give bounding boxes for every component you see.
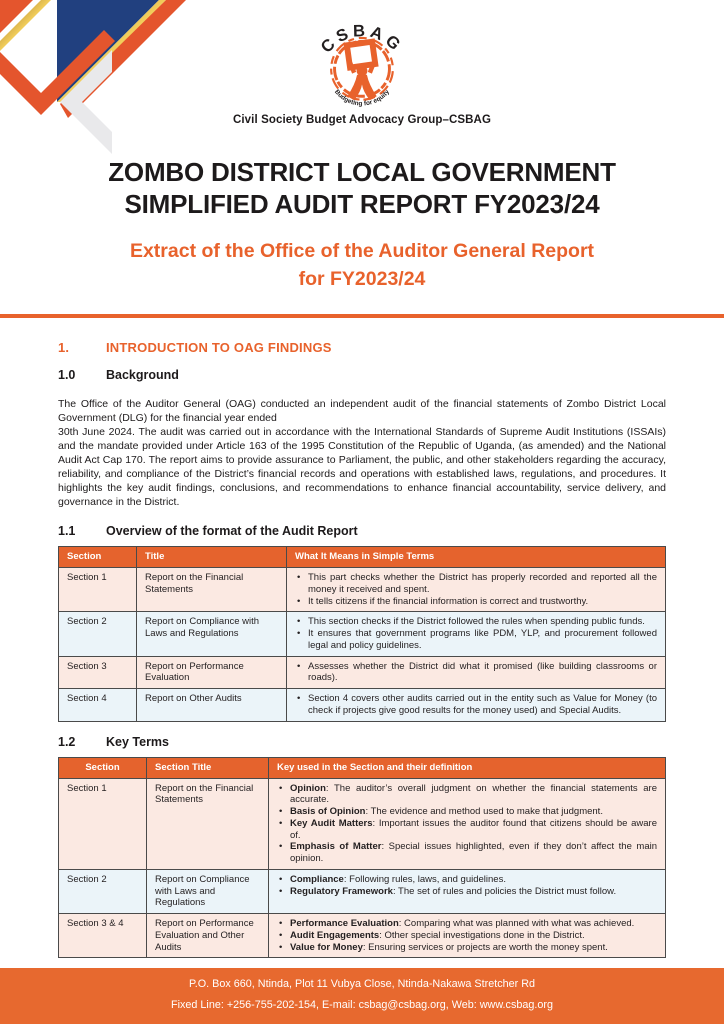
section-heading-intro [58, 340, 666, 355]
overview-table [58, 546, 666, 721]
cell-details [269, 778, 666, 869]
page-title-line2: SIMPLIFIED AUDIT REPORT FY2023/24 [124, 189, 600, 220]
section-title: INTRODUCTION TO OAG FINDINGS [106, 339, 332, 355]
bullet-item: • Opinion: The auditor’s overall judgment on whether the financial statements are accurate. [277, 783, 657, 807]
bullet-item: • It ensures that government programs like PDM, YLP, and procurement followed legal and policy guidelines. [295, 628, 657, 652]
org-name: Civil Society Budget Advocacy Group–CSBAG [232, 114, 491, 126]
section-heading-overview [58, 524, 666, 538]
cell-section: Section 3 [59, 656, 137, 689]
logo-tagline: Budgeting for equity [332, 88, 392, 108]
column-header-section-title: Section Title [147, 757, 269, 778]
section-title: Background [106, 367, 179, 382]
table-row [59, 778, 666, 869]
section-title: Key Terms [106, 734, 169, 749]
background-paragraph-part2: 30th June 2024. The audit was carried out in accordance with the International Standards of Supreme Audit Institutions (ISSAIs) and the mandate provided under Article 163 of the 1995 Constitution of the Republic of Uganda, (as amended) and the National Audit Act Cap 170. The report aims to provide assurance to Parliament, the public, and other stakeholders regarding the accuracy, reliability, and compliance of the District’s financial records and operations with established laws, regulations, and procedures. It highlights the key audit findings, conclusions, and recommendations to enhance financial accountability, service delivery, and governance in the District. [58, 425, 666, 509]
table-row [59, 612, 666, 656]
bullet-list [277, 918, 657, 953]
cell-details [287, 656, 666, 689]
section-heading-background [58, 368, 666, 382]
bullet-item: • Basis of Opinion: The evidence and method used to make that judgment. [277, 806, 657, 818]
background-paragraph [58, 397, 666, 510]
bullet-item: • This part checks whether the District has properly recorded and reported all the money it received and spent. [295, 572, 657, 596]
table-header-row [59, 757, 666, 778]
table-row [59, 869, 666, 913]
bullet-item: • It tells citizens if the financial information is correct and trustworthy. [295, 596, 657, 608]
bullet-list [295, 616, 657, 651]
cell-section: Section 2 [59, 869, 147, 913]
section-number: 1.1 [58, 524, 76, 539]
cell-section: Section 2 [59, 612, 137, 656]
section-heading-key-terms [58, 735, 666, 749]
cell-section: Section 1 [59, 778, 147, 869]
bullet-item: • Emphasis of Matter: Special issues highlighted, even if they don’t affect the main opinion. [277, 841, 657, 865]
bullet-item: • Assesses whether the District did what it promised (like building classrooms or roads). [295, 661, 657, 685]
bullet-item: • Value for Money: Ensuring services or projects are worth the money spent. [277, 942, 657, 954]
bullet-item: • Compliance: Following rules, laws, and guidelines. [277, 874, 657, 886]
bullet-list [277, 874, 657, 898]
cell-title: Report on the Financial Statements [137, 568, 287, 612]
section-number: 1. [58, 339, 70, 355]
table-row [59, 914, 666, 958]
cell-details [287, 612, 666, 656]
footer [0, 968, 724, 1024]
cell-section: Section 4 [59, 689, 137, 722]
table-row [59, 656, 666, 689]
page-subtitle-line1: Extract of the Office of the Auditor General Report [129, 240, 595, 263]
cell-title: Report on Performance Evaluation and Other Audits [147, 914, 269, 958]
content [0, 340, 724, 959]
column-header-title: Title [137, 547, 287, 568]
page-title-line1: ZOMBO DISTRICT LOCAL GOVERNMENT [108, 157, 616, 187]
footer-address: P.O. Box 660, Ntinda, Plot 11 Vubya Close, Ntinda-Nakawa Stretcher Rd [188, 978, 536, 990]
column-header-meaning: What It Means in Simple Terms [287, 547, 666, 568]
cell-title: Report on Compliance with Laws and Regulations [147, 869, 269, 913]
header [0, 0, 724, 126]
cell-title: Report on Other Audits [137, 689, 287, 722]
footer-contacts: Fixed Line: +256-755-202-154, E-mail: csbag@csbag.org, Web: www.csbag.org [171, 999, 553, 1011]
bullet-list [277, 783, 657, 865]
cell-title: Report on Compliance with Laws and Regulations [137, 612, 287, 656]
cell-details [287, 568, 666, 612]
bullet-item: • Key Audit Matters: Important issues the auditor found that citizens should be aware of. [277, 818, 657, 842]
table-row [59, 689, 666, 722]
divider-rule [0, 314, 724, 318]
bullet-list [295, 693, 657, 717]
table-row [59, 568, 666, 612]
bullet-item: • This section checks if the District followed the rules when spending public funds. [295, 616, 657, 628]
page-subtitle [0, 238, 724, 293]
section-title: Overview of the format of the Audit Report [106, 524, 358, 539]
cell-details [269, 914, 666, 958]
cell-details [269, 869, 666, 913]
bullet-list [295, 661, 657, 685]
background-paragraph-part1: The Office of the Auditor General (OAG) conducted an independent audit of the financial statements of Zombo District Local Government (DLG) for the financial year ended [58, 397, 666, 424]
cell-section: Section 1 [59, 568, 137, 612]
csbag-logo [302, 10, 422, 110]
column-header-section: Section [59, 757, 147, 778]
table-header-row [59, 547, 666, 568]
logo-person-icon [357, 65, 368, 76]
key-terms-table [58, 757, 666, 959]
bullet-item: • Performance Evaluation: Comparing what was planned with what was achieved. [277, 918, 657, 930]
logo-wordmark: CSBAG [316, 21, 408, 57]
bullet-item: • Audit Engagements: Other special investigations done in the District. [277, 930, 657, 942]
bullet-list [295, 572, 657, 607]
cell-details [287, 689, 666, 722]
cell-section: Section 3 & 4 [59, 914, 147, 958]
cell-title: Report on the Financial Statements [147, 778, 269, 869]
bullet-item: • Regulatory Framework: The set of rules and policies the District must follow. [277, 886, 657, 898]
section-number: 1.2 [58, 734, 76, 749]
column-header-section: Section [59, 547, 137, 568]
bullet-item: • Section 4 covers other audits carried out in the entity such as Value for Money (to check if projects give good results for the money used) and Special Audits. [295, 693, 657, 717]
section-number: 1.0 [58, 367, 76, 382]
column-header-key-definition: Key used in the Section and their definition [269, 757, 666, 778]
page-subtitle-line2: for FY2023/24 [298, 268, 426, 291]
cell-title: Report on Performance Evaluation [137, 656, 287, 689]
